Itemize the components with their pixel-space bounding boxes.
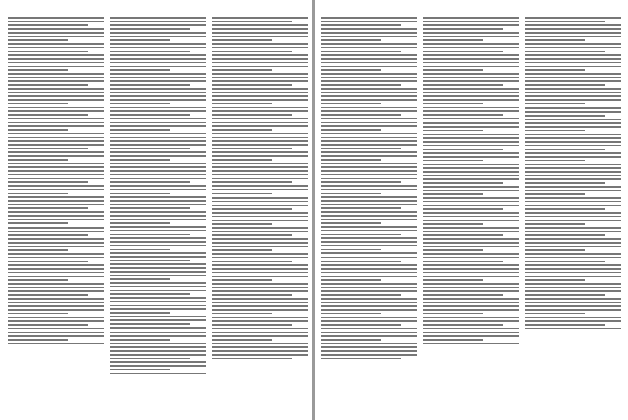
right-column-3 <box>525 17 621 399</box>
left-column-1 <box>8 17 104 399</box>
left-column-2 <box>110 17 206 399</box>
right-column-1 <box>321 17 417 399</box>
right-page <box>315 0 628 420</box>
left-page <box>0 0 313 420</box>
left-column-3 <box>212 17 308 399</box>
right-column-2 <box>423 17 519 399</box>
